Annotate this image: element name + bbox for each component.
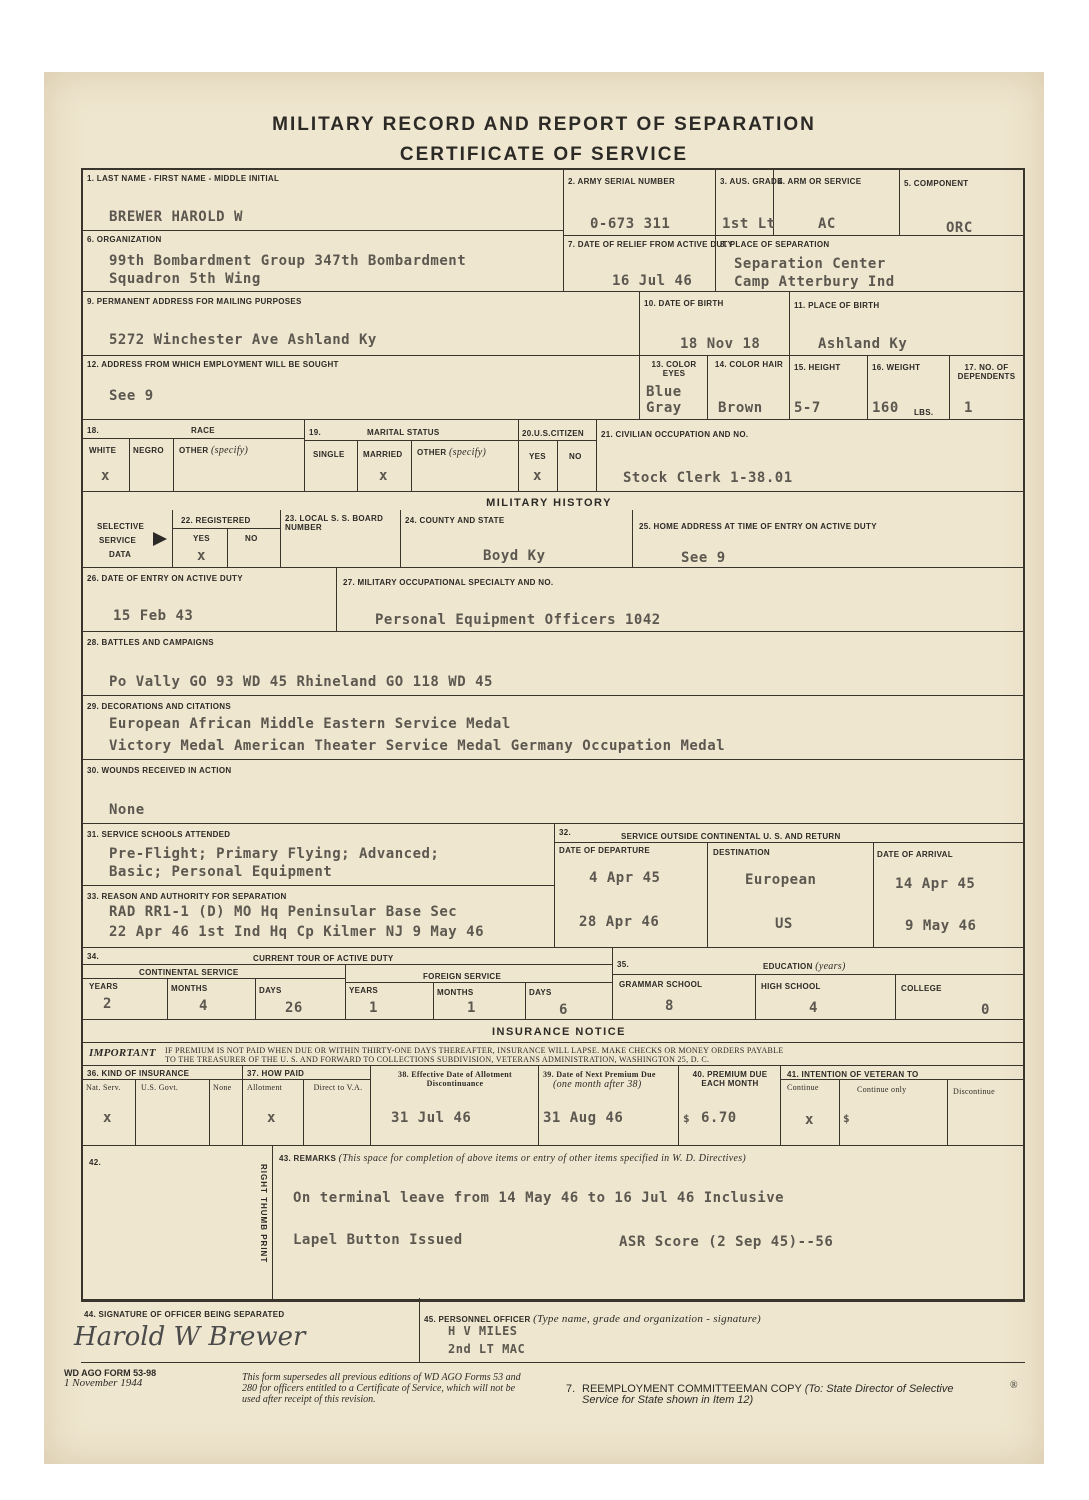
value-weight: 160 xyxy=(872,400,899,416)
value-decorations-2: Victory Medal American Theater Service Medal Germany Occupation Medal xyxy=(109,738,726,754)
label-weight: 16. WEIGHT xyxy=(872,363,921,372)
cell-pob xyxy=(790,292,1023,356)
label-tour-num: 34. xyxy=(87,952,100,961)
cell-local-board xyxy=(281,510,401,568)
label-for-days: DAYS xyxy=(529,988,552,997)
cell-component xyxy=(900,170,1023,236)
label-foreign: FOREIGN SERVICE xyxy=(423,972,502,981)
cell-remarks xyxy=(273,1146,1023,1300)
value-continue: x xyxy=(805,1112,814,1128)
value-dependents: 1 xyxy=(964,400,973,416)
value-destination-1: European xyxy=(745,872,817,888)
label-name: 1. LAST NAME - FIRST NAME - MIDDLE INITIAL xyxy=(87,174,280,183)
form-number: WD AGO FORM 53-98 xyxy=(64,1368,157,1378)
value-continue-only: $ xyxy=(843,1112,851,1125)
label-premium: 40. PREMIUM DUE EACH MONTH xyxy=(692,1070,768,1088)
value-employment: See 9 xyxy=(109,388,154,404)
copy-label: REEMPLOYMENT COMMITTEEMAN COPY (To: State Director of Selective Service for State shown in Item 12) xyxy=(582,1383,954,1406)
value-race-white: x xyxy=(101,468,110,484)
value-arrival-1: 14 Apr 45 xyxy=(895,876,976,892)
value-wounds: None xyxy=(109,802,145,818)
label-right-thumb: RIGHT THUMB PRINT xyxy=(259,1164,268,1264)
label-home-address: 25. HOME ADDRESS AT TIME OF ENTRY ON ACTIVE DUTY xyxy=(639,522,877,531)
label-reg-yes: YES xyxy=(193,534,210,543)
label-important: IMPORTANT xyxy=(89,1047,156,1059)
label-entry-date: 26. DATE OF ENTRY ON ACTIVE DUTY xyxy=(87,574,243,583)
value-civilian: Stock Clerk 1-38.01 xyxy=(623,470,793,486)
cell-height xyxy=(790,356,868,420)
cell-home-address xyxy=(633,510,1023,568)
value-arrival-2: 9 May 46 xyxy=(905,918,977,934)
value-grammar: 8 xyxy=(665,998,674,1014)
value-name: BREWER HAROLD W xyxy=(109,209,243,225)
label-departure: DATE OF DEPARTURE xyxy=(559,846,651,855)
form-subtitle: CERTIFICATE OF SERVICE xyxy=(399,144,689,165)
label-next-due-note: (one month after 38) xyxy=(553,1079,642,1090)
value-next-due: 31 Aug 46 xyxy=(543,1110,624,1126)
label-race-other: OTHER (specify) xyxy=(179,445,249,456)
label-negro: NEGRO xyxy=(133,446,164,455)
label-mos: 27. MILITARY OCCUPATIONAL SPECIALTY AND NO. xyxy=(343,578,554,587)
cell-entry-date xyxy=(83,568,337,632)
value-hair: Brown xyxy=(718,400,763,416)
label-address: 9. PERMANENT ADDRESS FOR MAILING PURPOSES xyxy=(87,297,302,306)
value-remarks-3: ASR Score (2 Sep 45)--56 xyxy=(619,1234,834,1250)
value-reason-2: 22 Apr 46 1st Ind Hq Cp Kilmer NJ 9 May 46 xyxy=(109,924,485,940)
cell-thumbprint xyxy=(83,1146,273,1300)
label-county: 24. COUNTY AND STATE xyxy=(405,516,505,525)
cell-address xyxy=(83,292,640,356)
value-eff-date: 31 Jul 46 xyxy=(391,1110,472,1126)
label-next-due: 39. Date of Next Premium Due xyxy=(543,1070,656,1079)
label-direct: Direct to V.A. xyxy=(313,1083,363,1092)
label-race-num: 18. xyxy=(87,426,100,435)
value-married: x xyxy=(379,468,388,484)
cell-next-due xyxy=(539,1066,679,1146)
label-how-paid: 37. HOW PAID xyxy=(247,1069,305,1078)
label-destination: DESTINATION xyxy=(713,848,770,857)
value-nat-serv: x xyxy=(103,1110,112,1126)
label-decorations: 29. DECORATIONS AND CITATIONS xyxy=(87,702,231,711)
label-marital-other: OTHER (specify) xyxy=(417,447,487,458)
cell-hair xyxy=(708,356,790,420)
label-component: 5. COMPONENT xyxy=(904,179,969,188)
cell-schools xyxy=(83,824,555,886)
label-for-years: YEARS xyxy=(349,986,379,995)
cell-registered xyxy=(173,510,281,568)
notice-line-2: TO THE TREASURER OF THE U. S. AND FORWARD TO COLLECTIONS SUBDIVISION, VETERANS ADMINISTRATION, WASHINGTON 25, D. C. xyxy=(165,1055,710,1064)
value-schools-1: Pre-Flight; Primary Flying; Advanced; xyxy=(109,846,440,862)
cell-how-paid xyxy=(243,1066,371,1146)
cell-battles xyxy=(83,632,1023,696)
label-outside: SERVICE OUTSIDE CONTINENTAL U. S. AND RETURN xyxy=(621,832,841,841)
label-for-months: MONTHS xyxy=(437,988,474,997)
label-none: None xyxy=(213,1083,232,1092)
label-eff-date: 38. Effective Date of Allotment Discontinuance xyxy=(398,1070,512,1088)
label-grammar: GRAMMAR SCHOOL xyxy=(619,980,703,989)
cell-eff-date xyxy=(371,1066,539,1146)
cell-arm xyxy=(774,170,900,236)
value-home-address: See 9 xyxy=(681,550,726,566)
section-insurance-notice: INSURANCE NOTICE xyxy=(453,1026,665,1038)
cell-education xyxy=(613,948,1023,1020)
cell-current-tour xyxy=(83,948,613,1020)
supersedes-note: This form supersedes all previous editions of WD AGO Forms 53 and 280 for officers entitled to a Certificate of Service, which will not be used after receipt of this revision. xyxy=(242,1372,521,1405)
label-battles: 28. BATTLES AND CAMPAIGNS xyxy=(87,638,214,647)
value-sep-line1: Separation Center xyxy=(734,256,886,272)
cell-eyes xyxy=(640,356,708,420)
label-remarks: 43. REMARKS (This space for completion of above items or entry of other items specified in W. D. Directives) xyxy=(279,1153,747,1164)
cell-grade xyxy=(716,170,783,236)
cell-civilian xyxy=(597,420,1023,492)
label-continue: Continue xyxy=(787,1083,819,1092)
cell-name xyxy=(83,170,564,230)
label-allotment: Allotment xyxy=(247,1083,283,1092)
cell-reason xyxy=(83,886,555,948)
value-allotment: x xyxy=(267,1110,276,1126)
cell-premium xyxy=(679,1066,781,1146)
value-org-line2: Squadron 5th Wing xyxy=(109,271,261,287)
cell-selective-data xyxy=(83,510,173,568)
value-college: 0 xyxy=(981,1002,990,1018)
cell-organization xyxy=(83,230,564,292)
value-for-days: 6 xyxy=(559,1002,568,1018)
certificate-paper xyxy=(44,72,1044,1464)
label-citizen-no: NO xyxy=(569,452,582,461)
value-serial: 0-673 311 xyxy=(590,216,671,232)
form-grid xyxy=(81,168,1025,1302)
value-pob: Ashland Ky xyxy=(818,336,908,352)
value-grade: 1st Lt xyxy=(722,216,776,232)
value-eyes-1: Blue xyxy=(646,384,682,400)
label-data: DATA xyxy=(109,550,132,559)
label-arrival: DATE OF ARRIVAL xyxy=(877,850,953,859)
value-decorations-1: European African Middle Eastern Service Medal xyxy=(109,716,511,732)
value-registered: x xyxy=(197,548,206,564)
label-discontinue: Discontinue xyxy=(953,1087,995,1096)
label-current-tour: CURRENT TOUR OF ACTIVE DUTY xyxy=(253,954,394,963)
notice-line-1: IF PREMIUM IS NOT PAID WHEN DUE OR WITHIN THIRTY-ONE DAYS THEREAFTER, INSURANCE WILL LAPSE. MAKE CHECKS OR MONEY ORDERS PAYABLE xyxy=(165,1046,784,1055)
cell-relief xyxy=(564,236,734,292)
value-citizen: x xyxy=(533,468,542,484)
label-schools: 31. SERVICE SCHOOLS ATTENDED xyxy=(87,830,231,839)
label-eyes: 13. COLOR EYES xyxy=(651,360,697,378)
label-place-separation: 8. PLACE OF SEPARATION xyxy=(720,240,830,249)
pointer-arrow-icon xyxy=(153,532,167,546)
value-dollar: $ xyxy=(683,1112,691,1125)
label-hair: 14. COLOR HAIR xyxy=(714,360,784,369)
value-arm: AC xyxy=(818,216,836,232)
label-education-num: 35. xyxy=(617,960,630,969)
label-registered: 22. REGISTERED xyxy=(181,516,251,525)
label-serial: 2. ARMY SERIAL NUMBER xyxy=(568,177,676,186)
value-cont-years: 2 xyxy=(103,996,112,1012)
label-us-govt: U.S. Govt. xyxy=(141,1083,179,1092)
cell-citizen xyxy=(519,420,597,492)
label-thumb-num: 42. xyxy=(89,1158,102,1167)
cell-outside-service xyxy=(555,824,1023,948)
label-arm: 4. ARM OR SERVICE xyxy=(778,177,862,186)
cell-weight xyxy=(868,356,950,420)
label-citizen-yes: YES xyxy=(529,452,546,461)
label-citizen: 20.U.S.CITIZEN xyxy=(522,429,584,438)
cell-wounds xyxy=(83,760,1023,824)
label-dependents: 17. NO. OF DEPENDENTS xyxy=(957,363,1016,381)
value-departure-1: 4 Apr 45 xyxy=(589,870,661,886)
label-signature: 44. SIGNATURE OF OFFICER BEING SEPARATED xyxy=(84,1310,285,1319)
value-address: 5272 Winchester Ave Ashland Ky xyxy=(109,332,377,348)
value-reason-1: RAD RR1-1 (D) MO Hq Peninsular Base Sec xyxy=(109,904,458,920)
signature-image: Harold W Brewer xyxy=(74,1322,306,1352)
cell-employment xyxy=(83,356,640,420)
copy-number: 7. xyxy=(566,1383,576,1395)
value-for-years: 1 xyxy=(369,1000,378,1016)
value-mos: Personal Equipment Officers 1042 xyxy=(375,612,661,628)
value-dob: 18 Nov 18 xyxy=(680,336,761,352)
cell-place-separation xyxy=(716,236,1023,292)
value-relief: 16 Jul 46 xyxy=(612,273,693,289)
value-component: ORC xyxy=(946,220,973,236)
form-date: 1 November 1944 xyxy=(64,1377,143,1389)
value-cont-days: 26 xyxy=(285,1000,303,1016)
cell-important-notice xyxy=(83,1042,1023,1066)
value-schools-2: Basic; Personal Equipment xyxy=(109,864,333,880)
label-single: SINGLE xyxy=(313,450,345,459)
value-cont-months: 4 xyxy=(199,998,208,1014)
label-marital: MARITAL STATUS xyxy=(367,428,440,437)
label-marital-num: 19. xyxy=(309,428,322,437)
label-civilian: 21. CIVILIAN OCCUPATION AND NO. xyxy=(601,430,749,439)
value-departure-2: 28 Apr 46 xyxy=(579,914,660,930)
label-insurance-kind: 36. KIND OF INSURANCE xyxy=(87,1069,190,1078)
label-personnel-officer: 45. PERSONNEL OFFICER (Type name, grade and organization - signature) xyxy=(424,1313,762,1325)
label-pob: 11. PLACE OF BIRTH xyxy=(794,301,880,310)
value-org-line1: 99th Bombardment Group 347th Bombardment xyxy=(109,253,467,269)
value-height: 5-7 xyxy=(794,400,821,416)
cell-serial xyxy=(564,170,716,236)
label-white: WHITE xyxy=(89,446,117,455)
value-entry-date: 15 Feb 43 xyxy=(113,608,194,624)
cell-insurance-kind xyxy=(83,1066,243,1146)
label-reason: 33. REASON AND AUTHORITY FOR SEPARATION xyxy=(87,892,287,901)
label-continue-only: Continue only xyxy=(857,1085,907,1094)
form-title: MILITARY RECORD AND REPORT OF SEPARATION xyxy=(272,114,816,135)
value-officer-name: H V MILES xyxy=(448,1324,518,1338)
value-for-months: 1 xyxy=(467,1000,476,1016)
label-wounds: 30. WOUNDS RECEIVED IN ACTION xyxy=(87,766,232,775)
label-cont-days: DAYS xyxy=(259,986,282,995)
label-dob: 10. DATE OF BIRTH xyxy=(644,299,724,308)
value-remarks-2: Lapel Button Issued xyxy=(293,1232,463,1248)
value-premium: 6.70 xyxy=(701,1110,737,1126)
label-race: RACE xyxy=(191,426,215,435)
value-county: Boyd Ky xyxy=(483,548,546,564)
label-nat-serv: Nat. Serv. xyxy=(86,1083,121,1092)
label-education: EDUCATION (years) xyxy=(763,961,846,972)
value-officer-rank: 2nd LT MAC xyxy=(448,1342,526,1356)
label-college: COLLEGE xyxy=(901,984,942,993)
value-remarks-1: On terminal leave from 14 May 46 to 16 Jul 46 Inclusive xyxy=(293,1190,785,1206)
value-destination-2: US xyxy=(775,916,793,932)
label-organization: 6. ORGANIZATION xyxy=(87,235,162,244)
value-high-school: 4 xyxy=(809,1000,818,1016)
cell-race xyxy=(83,420,305,492)
label-high-school: HIGH SCHOOL xyxy=(761,982,821,991)
cell-decorations xyxy=(83,696,1023,760)
label-cont-years: YEARS xyxy=(89,982,119,991)
label-service: SERVICE xyxy=(99,536,137,545)
label-reg-no: NO xyxy=(245,534,258,543)
trademark-mark: ® xyxy=(1010,1380,1018,1391)
label-continental: CONTINENTAL SERVICE xyxy=(139,968,239,977)
label-grade: 3. AUS. GRADE xyxy=(720,177,783,186)
label-selective: SELECTIVE xyxy=(97,522,145,531)
value-eyes-2: Gray xyxy=(646,400,682,416)
label-relief: 7. DATE OF RELIEF FROM ACTIVE DUTY xyxy=(568,240,734,249)
cell-marital xyxy=(305,420,519,492)
cell-county xyxy=(401,510,633,568)
cell-dob xyxy=(640,292,790,356)
label-lbs: LBS. xyxy=(914,408,934,417)
value-sep-line2: Camp Atterbury Ind xyxy=(734,274,895,290)
cell-dependents xyxy=(950,356,1023,420)
value-battles: Po Vally GO 93 WD 45 Rhineland GO 118 WD 45 xyxy=(109,674,493,690)
label-intention: 41. INTENTION OF VETERAN TO xyxy=(787,1070,919,1079)
label-local-board: 23. LOCAL S. S. BOARD NUMBER xyxy=(285,514,384,532)
label-employment: 12. ADDRESS FROM WHICH EMPLOYMENT WILL BE SOUGHT xyxy=(87,360,339,369)
label-cont-months: MONTHS xyxy=(171,984,208,993)
section-military-history: MILITARY HISTORY xyxy=(443,497,655,509)
label-married: MARRIED xyxy=(363,450,403,459)
label-height: 15. HEIGHT xyxy=(794,363,841,372)
label-outside-num: 32. xyxy=(559,828,572,837)
cell-mos xyxy=(337,568,1023,632)
cell-intention xyxy=(781,1066,1023,1146)
